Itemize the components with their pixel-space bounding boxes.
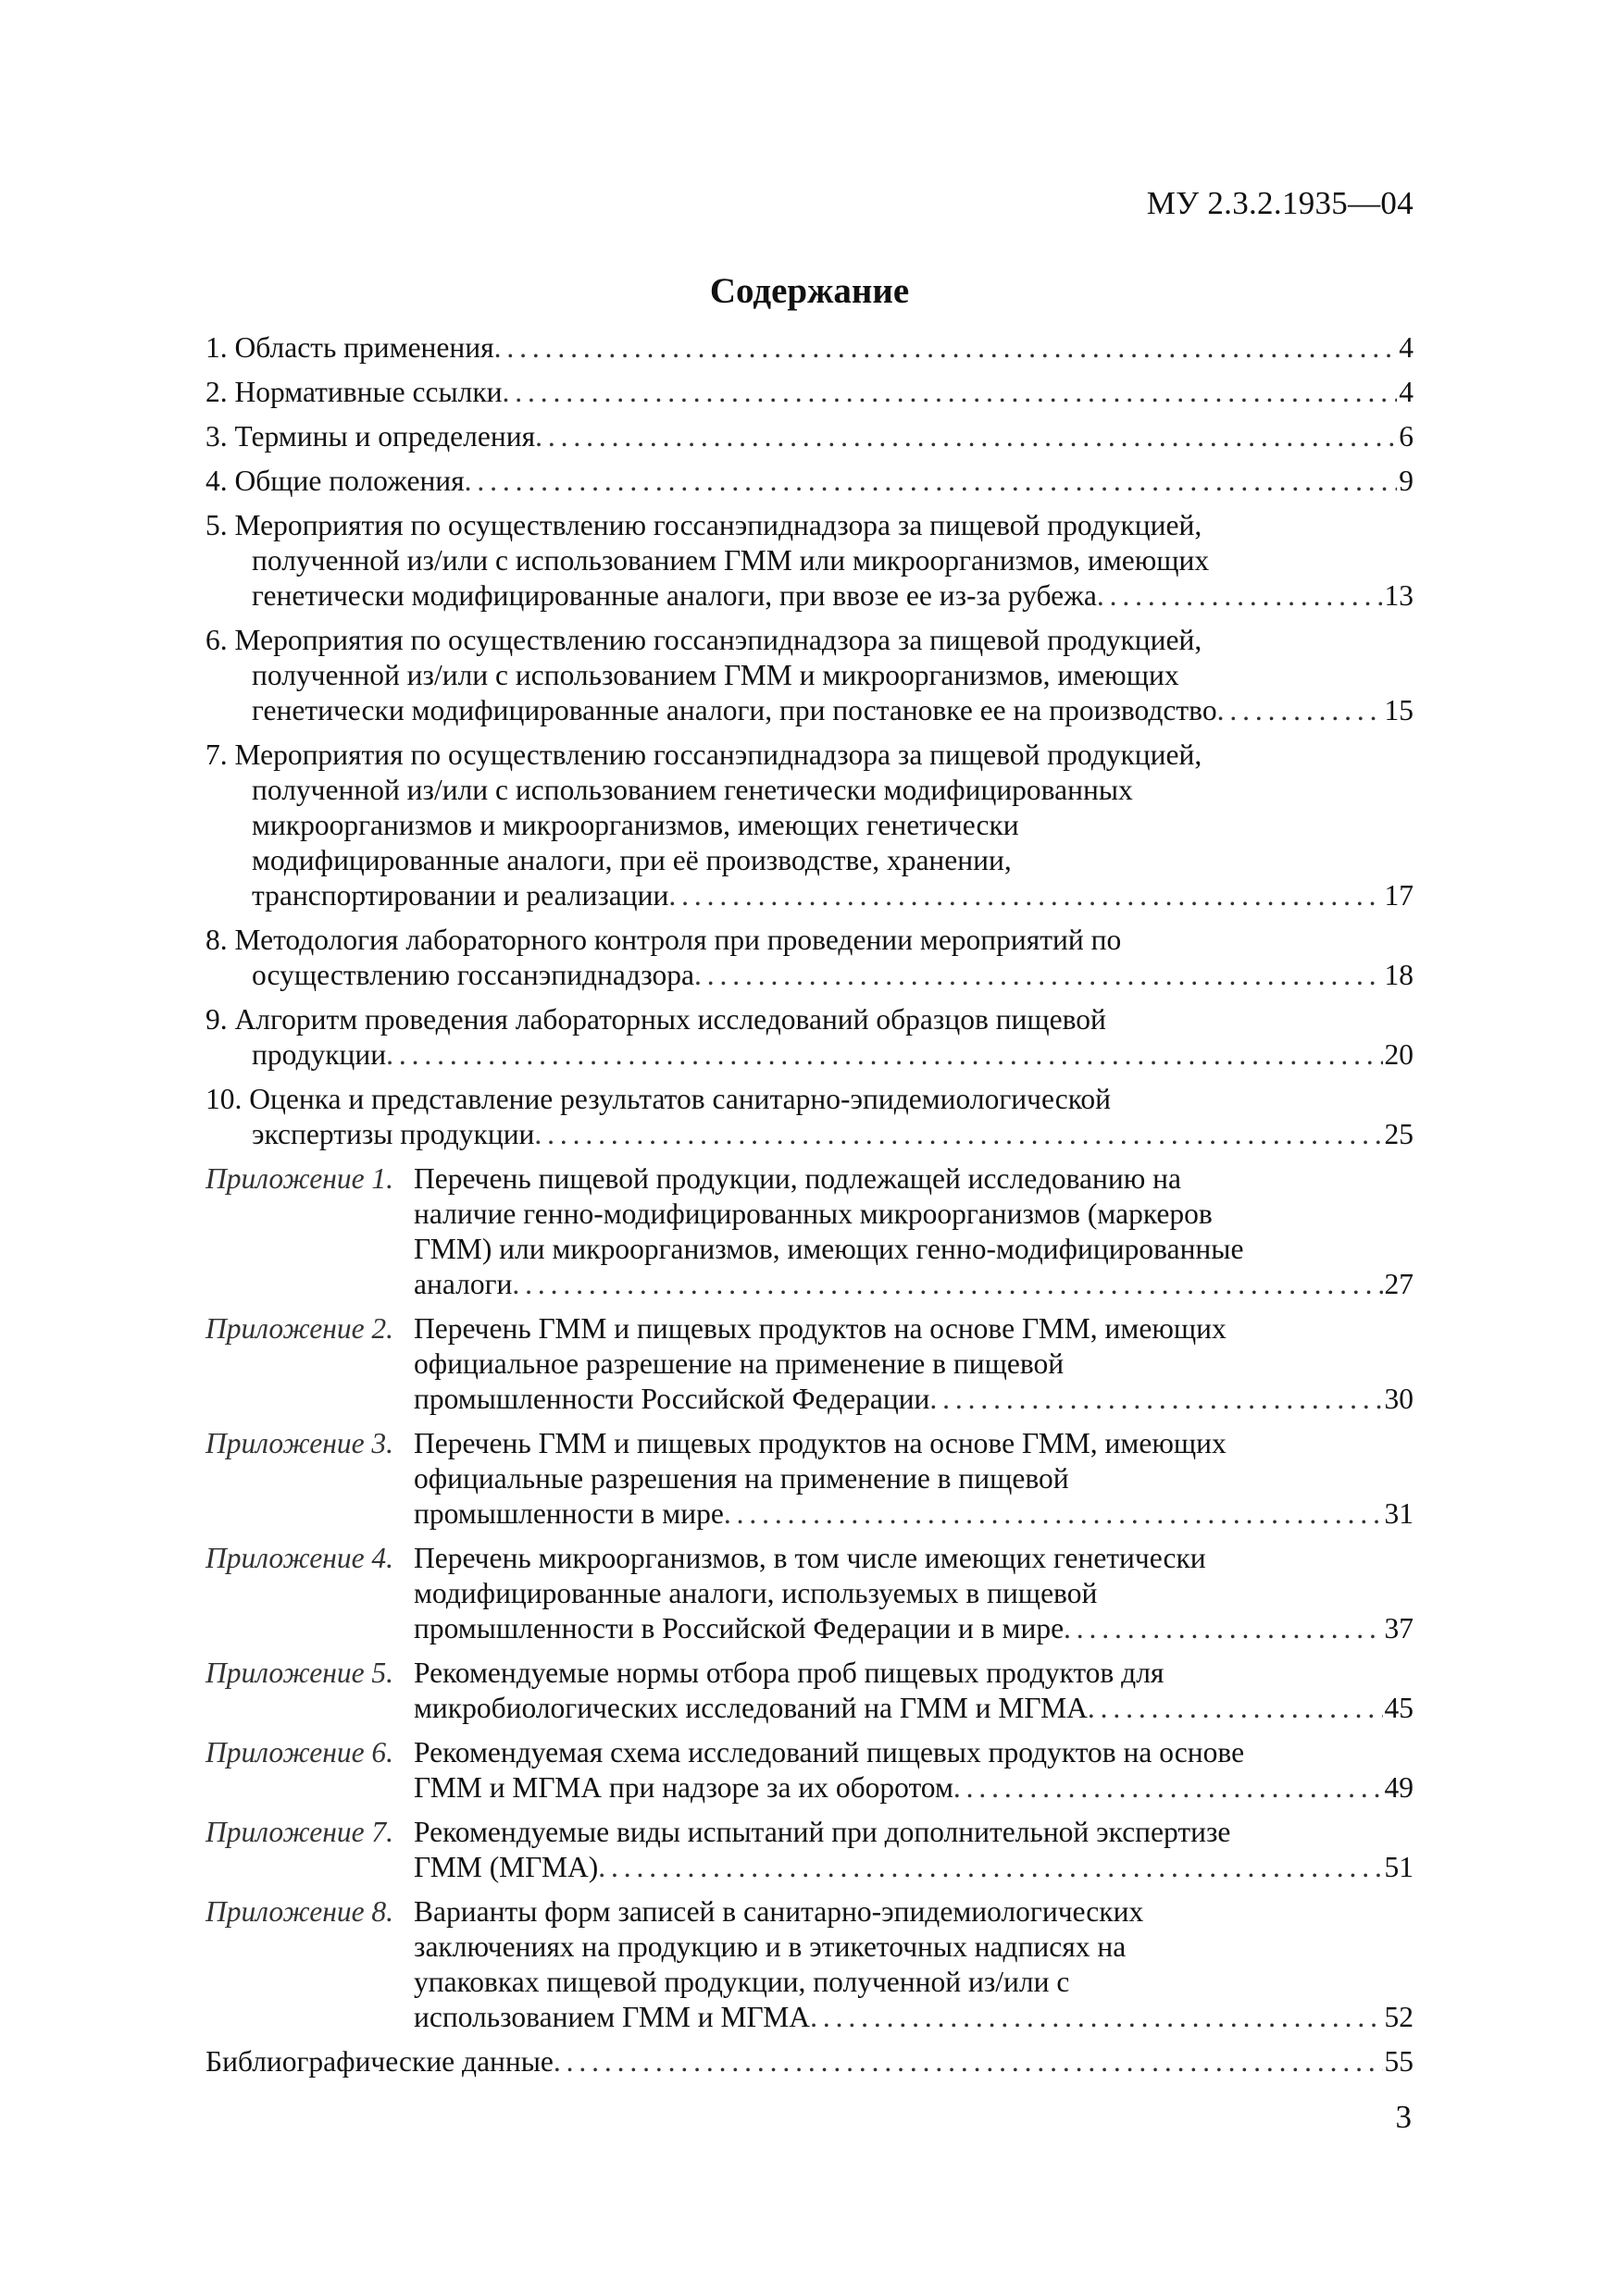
toc-page-number: 18 xyxy=(1384,959,1414,991)
toc-entry xyxy=(205,330,1414,366)
dot-leader xyxy=(465,464,1398,499)
toc-entry-line: 1. Область применения xyxy=(205,331,494,364)
toc-page-number: 6 xyxy=(1399,420,1414,453)
dot-leader xyxy=(494,330,1398,366)
toc-entry xyxy=(205,1002,1414,1073)
toc-title: Содержание xyxy=(709,271,910,311)
toc-entry xyxy=(205,1735,1414,1806)
dot-leader xyxy=(1088,1691,1383,1726)
appendix-label: Приложение 3. xyxy=(205,1427,394,1459)
toc-page-number: 25 xyxy=(1384,1118,1414,1150)
dot-leader xyxy=(534,1117,1382,1152)
document-code: МУ 2.3.2.1935—04 xyxy=(1146,185,1414,221)
dot-leader xyxy=(953,1770,1383,1806)
toc-entry-line: микробиологических исследований на ГММ и МГМА xyxy=(414,1692,1088,1724)
toc-entry xyxy=(205,623,1414,728)
toc-entry-line: модифицированные аналоги, используемых в пищевой xyxy=(414,1577,1098,1609)
dot-leader xyxy=(1064,1611,1382,1646)
toc-entry-line: экспертизы продукции xyxy=(252,1118,535,1150)
toc-entry xyxy=(205,2044,1414,2079)
dot-leader xyxy=(512,1267,1382,1302)
toc-page-number: 4 xyxy=(1399,331,1414,364)
toc-page-number: 49 xyxy=(1384,1771,1414,1804)
toc-entry-line: Рекомендуемые виды испытаний при дополнительной экспертизе xyxy=(414,1816,1231,1848)
toc-entry-line: официальное разрешение на применение в пищевой xyxy=(414,1347,1065,1380)
toc-entry-line: Перечень ГММ и пищевых продуктов на основе ГММ, имеющих xyxy=(414,1312,1227,1345)
toc-page-number: 13 xyxy=(1384,579,1414,612)
dot-leader xyxy=(554,2044,1383,2079)
toc-entry-line: 9. Алгоритм проведения лабораторных исследований образцов пищевой xyxy=(205,1003,1106,1036)
dot-leader xyxy=(724,1496,1383,1532)
toc-entry-line: модифицированные аналоги, при её производстве, хранении, xyxy=(252,844,1012,876)
toc-entry-line: официальные разрешения на применение в пищевой xyxy=(414,1462,1069,1495)
toc-entry-line: промышленности в Российской Федерации и в мире xyxy=(414,1612,1065,1644)
toc-entry xyxy=(205,375,1414,410)
toc-page-number: 27 xyxy=(1384,1268,1414,1300)
toc-entry-line: использованием ГММ и МГМА xyxy=(414,2001,811,2033)
toc-entry xyxy=(205,1426,1414,1532)
toc-entry-line: ГММ (МГМА) xyxy=(414,1851,599,1883)
toc-page-number: 55 xyxy=(1384,2045,1414,2078)
toc-entry-line: полученной из/или с использованием ГММ или микроорганизмов, имеющих xyxy=(252,544,1210,577)
dot-leader xyxy=(810,2000,1382,2035)
dot-leader xyxy=(694,958,1382,993)
toc-entry-line: осуществлению госсанэпиднадзора xyxy=(252,959,695,991)
toc-page-number: 17 xyxy=(1384,879,1414,912)
toc-entry-line: Варианты форм записей в санитарно-эпидемиологических xyxy=(414,1895,1144,1928)
dot-leader xyxy=(1217,693,1383,728)
toc-entry xyxy=(205,1894,1414,2035)
toc-page-number: 30 xyxy=(1384,1383,1414,1415)
toc-entry-line: ГММ и МГМА при надзоре за их оборотом xyxy=(414,1771,953,1804)
toc-entry-line: наличие генно-модифицированных микроорганизмов (маркеров xyxy=(414,1198,1213,1230)
appendix-label: Приложение 1. xyxy=(205,1162,394,1195)
table-of-contents xyxy=(205,330,1414,2089)
toc-page-number: 9 xyxy=(1399,465,1414,497)
toc-entry xyxy=(205,464,1414,499)
toc-entry xyxy=(205,1541,1414,1646)
toc-entry-line: 7. Мероприятия по осуществлению госсанэпиднадзора за пищевой продукцией, xyxy=(205,738,1202,771)
toc-entry-line: 5. Мероприятия по осуществлению госсанэпиднадзора за пищевой продукцией, xyxy=(205,509,1202,541)
toc-entry-line: 4. Общие положения xyxy=(205,465,465,497)
toc-entry-line: полученной из/или с использованием генетически модифицированных xyxy=(252,774,1133,806)
toc-page-number: 52 xyxy=(1384,2001,1414,2033)
toc-entry-line: микроорганизмов и микроорганизмов, имеющих генетически xyxy=(252,809,1019,841)
toc-entry-line: Рекомендуемая схема исследований пищевых продуктов на основе xyxy=(414,1736,1245,1769)
toc-entry-line: 10. Оценка и представление результатов санитарно-эпидемиологической xyxy=(205,1083,1112,1115)
appendix-label: Приложение 4. xyxy=(205,1542,394,1574)
dot-leader xyxy=(929,1382,1382,1417)
toc-page-number: 31 xyxy=(1384,1497,1414,1530)
dot-leader xyxy=(535,419,1397,454)
toc-page-number: 15 xyxy=(1384,694,1414,726)
appendix-label: Приложение 6. xyxy=(205,1736,394,1769)
toc-entry-line: упаковках пищевой продукции, полученной из/или с xyxy=(414,1966,1070,1998)
toc-entry xyxy=(205,1656,1414,1726)
toc-page-number: 45 xyxy=(1384,1692,1414,1724)
toc-entry xyxy=(205,1161,1414,1302)
toc-page-number: 4 xyxy=(1399,376,1414,408)
toc-entry-line: 6. Мероприятия по осуществлению госсанэпиднадзора за пищевой продукцией, xyxy=(205,624,1202,656)
toc-entry-line: 2. Нормативные ссылки xyxy=(205,376,503,408)
toc-page-number: 51 xyxy=(1384,1851,1414,1883)
appendix-label: Приложение 8. xyxy=(205,1895,394,1928)
toc-entry-line: генетически модифицированные аналоги, при постановке ее на производство xyxy=(252,694,1217,726)
appendix-label: Приложение 5. xyxy=(205,1657,394,1689)
toc-page-number: 20 xyxy=(1384,1038,1414,1071)
toc-entry-line: Библиографические данные xyxy=(205,2045,554,2078)
toc-entry xyxy=(205,419,1414,454)
toc-page-number: 37 xyxy=(1384,1612,1414,1644)
appendix-label: Приложение 2. xyxy=(205,1312,394,1345)
toc-entry xyxy=(205,923,1414,993)
toc-entry-line: аналоги xyxy=(414,1268,513,1300)
dot-leader xyxy=(1097,578,1383,614)
toc-entry-line: транспортировании и реализации xyxy=(252,879,669,912)
toc-entry xyxy=(205,1311,1414,1417)
appendix-label: Приложение 7. xyxy=(205,1816,394,1848)
toc-entry-line: промышленности в мире xyxy=(414,1497,724,1530)
toc-entry xyxy=(205,508,1414,614)
toc-entry-line: Перечень ГММ и пищевых продуктов на основе ГММ, имеющих xyxy=(414,1427,1227,1459)
toc-entry xyxy=(205,1815,1414,1885)
toc-entry-line: 8. Методология лабораторного контроля при проведении мероприятий по xyxy=(205,924,1122,956)
dot-leader xyxy=(598,1850,1382,1885)
toc-entry-line: 3. Термины и определения xyxy=(205,420,536,453)
dot-leader xyxy=(386,1037,1382,1073)
toc-entry-line: промышленности Российской Федерации xyxy=(414,1383,930,1415)
toc-entry-line: ГММ) или микроорганизмов, имеющих генно-модифицированные xyxy=(414,1233,1244,1265)
page-number: 3 xyxy=(1395,2099,1412,2135)
toc-entry-line: заключениях на продукцию и в этикеточных надписях на xyxy=(414,1930,1127,1963)
toc-entry xyxy=(205,1082,1414,1152)
toc-entry-line: Перечень микроорганизмов, в том числе имеющих генетически xyxy=(414,1542,1206,1574)
toc-entry-line: генетически модифицированные аналоги, при ввозе ее из-за рубежа xyxy=(252,579,1097,612)
dot-leader xyxy=(668,878,1382,913)
toc-entry-line: Рекомендуемые нормы отбора проб пищевых продуктов для xyxy=(414,1657,1164,1689)
dot-leader xyxy=(503,375,1398,410)
toc-entry-line: Перечень пищевой продукции, подлежащей исследованию на xyxy=(414,1162,1181,1195)
toc-entry xyxy=(205,738,1414,913)
toc-entry-line: полученной из/или с использованием ГММ и микроорганизмов, имеющих xyxy=(252,659,1179,691)
toc-entry-line: продукции xyxy=(252,1038,387,1071)
